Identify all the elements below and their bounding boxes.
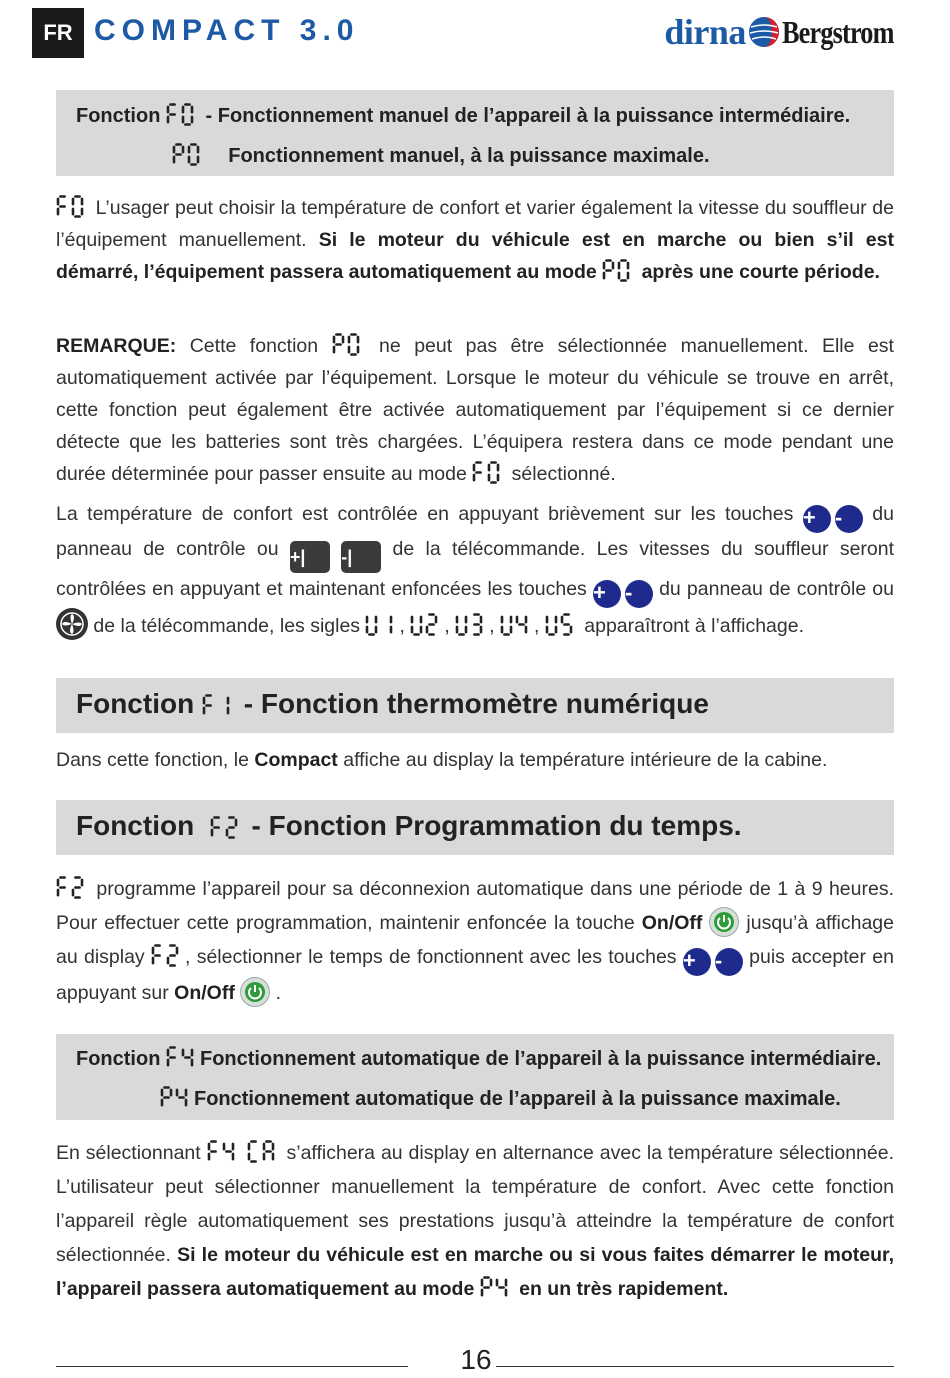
function-box-line-2 (160, 1086, 841, 1111)
remote-plus-button-icon: +| (290, 541, 330, 573)
function-word: Fonction (76, 105, 161, 127)
text: , (489, 615, 501, 637)
seg-code-f1 (202, 694, 236, 718)
page-footer (56, 1344, 894, 1378)
power-button-icon (709, 907, 739, 937)
text: L’usager peut choisir la température de confort et varier également la vitesse du souffleur de l’équipement manuellement. (56, 197, 894, 251)
minus-button-icon: - (715, 948, 743, 976)
paragraph-f4-description (56, 1136, 894, 1306)
seg-code-f4 (166, 1046, 200, 1070)
bold-text: en un très rapidement. (513, 1278, 729, 1300)
function-box-text: - Fonction Programmation du temps. (243, 810, 742, 841)
remote-minus-button-icon: -| (341, 541, 381, 573)
text: En sélectionnant (56, 1142, 207, 1164)
text: s’affichera au display en alternance avec la température sélectionnée. L’utilisateur peut sélectionner manuellement la température de confort. Avec cette fonction l’appareil règle automatiquement ses prestations jusqu’à atteindre la température de confort sélectionnée. (56, 1142, 894, 1266)
bold-text: Compact (254, 749, 338, 771)
bold-text: On/Off (641, 912, 703, 934)
text: affiche au display la température intérieure de la cabine. (337, 749, 828, 771)
function-word: Fonction (76, 688, 195, 719)
bold-text: Si le moteur du véhicule est en marche ou si vous faites démarrer le moteur, l’appareil passera automatiquement au mode (56, 1244, 894, 1300)
brand-logo-bergstrom: Bergstrom (781, 13, 894, 50)
text: . (270, 982, 282, 1004)
seg-code-u3 (455, 613, 489, 637)
remark-label: REMARQUE: (56, 335, 177, 357)
power-button-icon (240, 977, 270, 1007)
text: apparaîtront à l’affichage. (578, 615, 804, 637)
bold-text: Si le moteur du véhicule est en marche ou bien s’il est démarré, l’équipement passera automatiquement au mode (56, 229, 894, 283)
seg-code-u5 (545, 613, 579, 637)
seg-code-p0 (602, 259, 636, 283)
function-box-f0-p0 (56, 90, 894, 176)
footer-rule-left (56, 1366, 408, 1367)
seg-code-f4 (207, 1140, 241, 1164)
panel-plus-minus-buttons (683, 948, 743, 976)
function-box-text: Fonctionnement manuel, à la puissance maximale. (228, 145, 710, 167)
seg-code-f0 (56, 195, 90, 219)
panel-plus-minus-buttons (593, 580, 653, 608)
seg-code-p4 (480, 1276, 514, 1300)
seg-code-f0 (472, 461, 506, 485)
seg-code-f2 (151, 944, 185, 968)
paragraph-remarque (56, 330, 894, 490)
function-box-line-1 (76, 1046, 881, 1071)
seg-code-f2 (56, 876, 90, 900)
plus-button-icon: + (803, 505, 831, 533)
text: jusqu’à affichage au display (56, 912, 894, 968)
paragraph-f2-description (56, 872, 894, 1010)
text: La température de confort est contrôlée en appuyant brièvement sur les touches (56, 503, 803, 525)
function-box-line-1 (76, 103, 850, 128)
brand-logo (664, 10, 894, 54)
function-box-f1 (56, 678, 894, 733)
language-badge: FR (32, 8, 84, 58)
seg-code-u4 (500, 613, 534, 637)
seg-code-p0 (332, 333, 366, 357)
product-title: COMPACT 3.0 (94, 14, 360, 47)
seg-code-u2 (410, 613, 444, 637)
fan-button-icon (56, 608, 88, 640)
text: ne peut pas être sélectionnée manuellement. Elle est automatiquement activée par l’équipement. Lorsque le moteur du véhicule se trouve en arrêt, cette fonction peut également être activée automatiquement par l’équipement si ce dernier détecte que les batteries sont très chargées. L’équipera restera dans ce mode pendant une durée déterminée pour passer ensuite au mode (56, 335, 894, 485)
function-box-title (76, 688, 709, 720)
seg-code-p0 (172, 143, 206, 167)
text: Dans cette fonction, le (56, 749, 255, 771)
bold-text: après une courte période. (636, 261, 880, 283)
function-box-text: - Fonction thermomètre numérique (235, 688, 709, 719)
plus-button-icon: + (593, 580, 621, 608)
function-box-title (76, 810, 742, 842)
function-box-f2 (56, 800, 894, 855)
function-box-text: - Fonctionnement manuel de l’appareil à la puissance intermédiaire. (200, 105, 851, 127)
minus-button-icon: - (835, 505, 863, 533)
text: , sélectionner le temps de fonctionnent avec les touches (184, 946, 683, 968)
seg-code-f2 (210, 816, 244, 840)
seg-code-ca (247, 1140, 281, 1164)
paragraph-f1-description (56, 744, 894, 776)
text: Cette fonction (176, 335, 332, 357)
text: du panneau de contrôle ou (56, 503, 894, 560)
page-header (32, 6, 894, 58)
text: puis accepter en appuyant sur (56, 946, 894, 1004)
minus-button-icon: - (625, 580, 653, 608)
seg-code-p4 (160, 1086, 194, 1110)
paragraph-f0-description (56, 192, 894, 288)
text: du panneau de contrôle ou (652, 578, 894, 600)
text: sélectionné. (506, 463, 616, 485)
plus-button-icon: + (683, 948, 711, 976)
text: de la télécommande, les sigles (88, 615, 366, 637)
function-word: Fonction (76, 810, 195, 841)
bold-text: On/Off (174, 982, 235, 1004)
function-box-f4-p4 (56, 1034, 894, 1120)
footer-rule-right (496, 1366, 894, 1367)
text: , (444, 615, 456, 637)
function-box-text: Fonctionnement automatique de l’appareil à la puissance intermédiaire. (200, 1048, 882, 1070)
page-number: 16 (460, 1344, 492, 1375)
text: de la télécommande. Les vitesses du souffleur seront contrôlées en appuyant et maintenant enfoncées les touches (56, 538, 895, 600)
seg-code-u1 (365, 613, 399, 637)
seg-code-f0 (166, 103, 200, 127)
function-box-text: Fonctionnement automatique de l’appareil à la puissance maximale. (194, 1088, 841, 1110)
function-box-line-2 (172, 143, 710, 168)
globe-logo-icon (748, 16, 780, 48)
text: , (534, 615, 545, 637)
brand-logo-dirna: dirna (664, 12, 746, 52)
text: , (399, 615, 411, 637)
paragraph-temperature-control (56, 498, 894, 644)
text: programme l’appareil pour sa déconnexion automatique dans une période de 1 à 9 heures. Pour effectuer cette programmation, maintenir enfoncée la touche (56, 878, 894, 934)
function-word: Fonction (76, 1048, 161, 1070)
panel-plus-minus-buttons (803, 505, 863, 533)
